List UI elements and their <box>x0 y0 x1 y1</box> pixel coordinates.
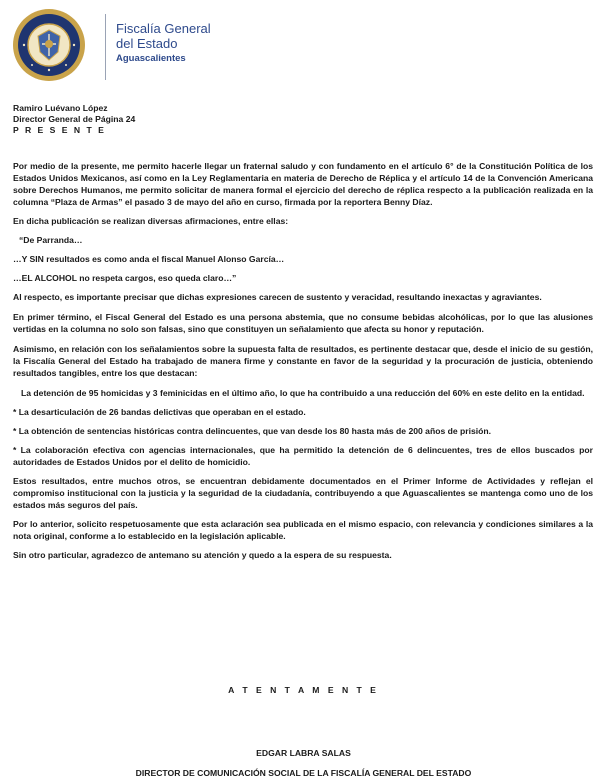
quote-1: “De Parranda… <box>19 235 83 245</box>
org-line-1: Fiscalía General <box>116 21 211 36</box>
quote-3: …EL ALCOHOL no respeta cargos, eso queda claro…” <box>13 273 237 283</box>
paragraph-8: Sin otro particular, agradezco de antemano su atención y quedo a la espera de su respuesta. <box>13 550 392 560</box>
result-item-2: * La desarticulación de 26 bandas delictivas que operaban en el estado. <box>13 407 306 417</box>
signer-name: EDGAR LABRA SALAS <box>256 748 351 758</box>
org-line-3: Aguascalientes <box>116 52 186 64</box>
letter-body <box>13 103 593 561</box>
recipient-name: Ramiro Luévano López <box>13 103 108 113</box>
organization-name <box>116 22 211 65</box>
paragraph-7: Por lo anterior, solicito respetuosamente que esta aclaración sea publicada en el mismo espacio, con relevancia y condiciones similares a la nota original, conforme a lo establecido en la legislación aplicable. <box>13 519 593 541</box>
state-seal-logo <box>12 8 86 82</box>
result-item-1: La detención de 95 homicidas y 3 feminicidas en el último año, lo que ha contribuido a una reducción del 60% en este delito en la entidad. <box>21 388 585 398</box>
header-divider <box>105 14 106 80</box>
result-item-3: * La obtención de sentencias históricas contra delincuentes, que van desde los 80 hasta más de 200 años de prisión. <box>13 426 492 436</box>
quote-2: …Y SIN resultados es como anda el fiscal Manuel Alonso García… <box>13 254 285 264</box>
paragraph-6: Estos resultados, entre muchos otros, se encuentran debidamente documentados en el Primer Informe de Actividades y reflejan el compromiso institucional con la justicia y la seguridad de la ciudadanía, contribuyendo a que Aguascalientes se mantenga como uno de los estados más seguros del país. <box>13 476 593 510</box>
paragraph-1: Por medio de la presente, me permito hacerle llegar un fraternal saludo y con fundamento en el artículo 6° de la Constitución Política de los Estados Unidos Mexicanos, así como en la Ley Reglamentaria en materia de Derecho de Réplica y el artículo 14 de la Convención Americana sobre Derechos Humanos, me permito solicitar de manera formal el ejercicio del derecho de réplica respecto a la publicación realizada en la columna “Plaza de Armas” el pasado 3 de mayo del año en curso, firmada por la reportera Benny Díaz. <box>13 161 593 207</box>
salutation: P R E S E N T E <box>13 125 106 135</box>
recipient-title: Director General de Página 24 <box>13 114 136 124</box>
paragraph-4: En primer término, el Fiscal General del Estado es una persona abstemia, que no consume bebidas alcohólicas, por lo que las alusiones vertidas en la columna no solo son falsas, sino que constituyen un señalamiento que afecta su honor y reputación. <box>13 312 593 334</box>
letterhead <box>12 8 312 88</box>
paragraph-2: En dicha publicación se realizan diversas afirmaciones, entre ellas: <box>13 216 289 226</box>
paragraph-3: Al respecto, es importante precisar que dichas expresiones carecen de sustento y veracidad, resultando inexactas y agraviantes. <box>13 292 542 302</box>
org-line-2: del Estado <box>116 35 178 51</box>
recipient-block <box>13 103 593 136</box>
paragraph-5: Asimismo, en relación con los señalamientos sobre la supuesta falta de resultados, es pertinente destacar que, desde el inicio de su gestión, la Fiscalía General del Estado ha trabajado de manera firme y constante en favor de la seguridad y la procuración de justicia, obteniendo resultados tangibles, entre los que destacan: <box>13 344 593 378</box>
result-item-4: * La colaboración efectiva con agencias internacionales, que ha permitido la detención de 6 delincuentes, tres de ellos buscados por autoridades de Estados Unidos por el delito de homicidio. <box>13 445 593 467</box>
signer-title: DIRECTOR DE COMUNICACIÓN SOCIAL DE LA FISCALÍA GENERAL DEL ESTADO <box>135 768 472 778</box>
closing-atentamente: A T E N T A M E N T E <box>228 685 379 695</box>
